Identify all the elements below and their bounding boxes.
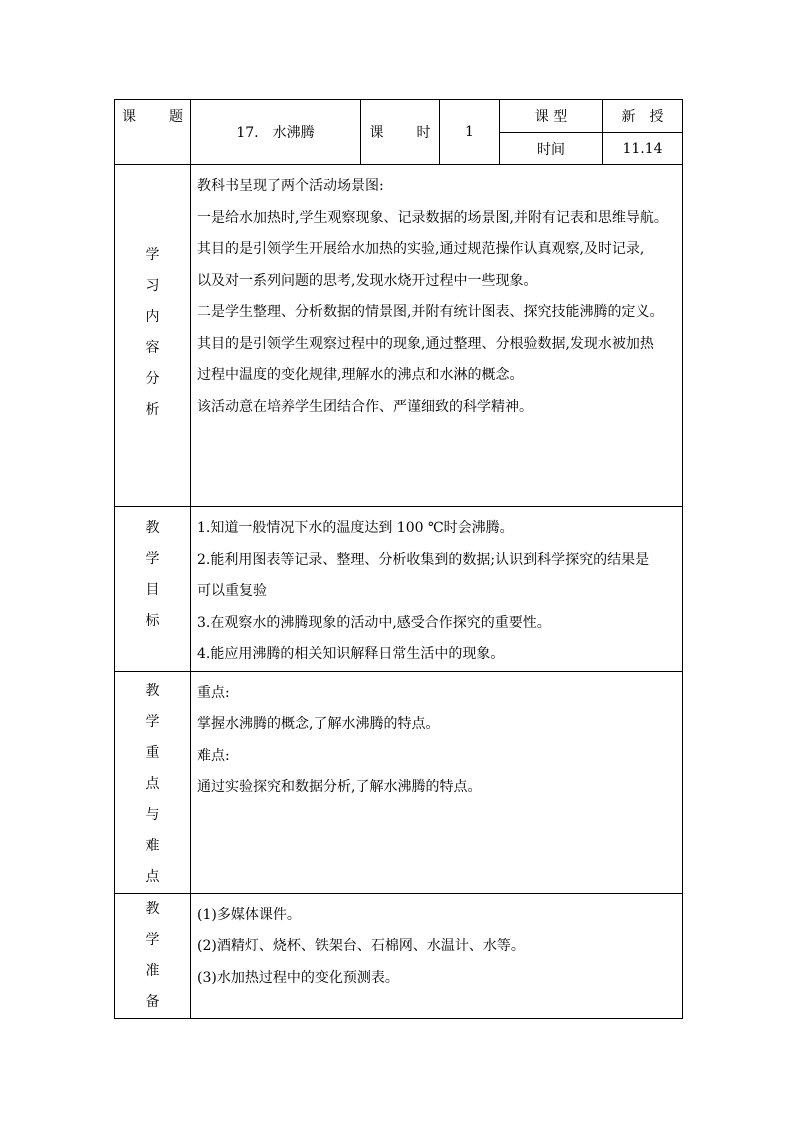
type-value: 新 授: [621, 109, 664, 125]
type-label-cell: [500, 100, 603, 133]
analysis-label-char: 分: [145, 371, 160, 387]
topic-label-cell: [115, 100, 191, 165]
keypoints-label-char: 难: [145, 837, 160, 854]
preparation-line: (1)多媒体课件。: [197, 906, 301, 923]
goals-line: 1.知道一般情况下水的温度达到 100 ℃时会沸腾。: [197, 520, 514, 536]
analysis-line: 一是给水加热时,学生观察现象、记录数据的场景图,并附有记表和思维导航。: [197, 209, 668, 226]
analysis-label-char: 容: [145, 340, 160, 356]
analysis-content-cell: [191, 165, 683, 507]
preparation-label-cell: [115, 893, 191, 1018]
preparation-line: (3)水加热过程中的变化预测表。: [197, 969, 399, 986]
analysis-line: 该活动意在培养学生团结合作、严谨细致的科学精神。: [197, 398, 533, 415]
analysis-label-cell: [115, 165, 191, 507]
goals-content-cell: [191, 507, 683, 672]
analysis-line: 过程中温度的变化规律,理解水的沸点和水淋的概念。: [197, 367, 524, 383]
period-value-cell: [440, 100, 500, 165]
keypoints-label-char: 点: [145, 775, 160, 792]
analysis-line: 其目的是引领学生观察过程中的现象,通过整理、分根验数据,发现水被加热: [197, 335, 654, 352]
keypoints-label-char: 与: [145, 806, 160, 823]
keypoints-label-char: 教: [145, 682, 160, 699]
goals-label-char: 标: [145, 613, 160, 629]
time-label-cell: [500, 133, 603, 165]
analysis-line: 其目的是引领学生开展给水加热的实验,通过规范操作认真观察,及时记录,: [197, 241, 645, 257]
topic-value-cell: [191, 100, 361, 165]
goals-label-cell: [115, 507, 191, 672]
keypoints-content-cell: [191, 671, 683, 893]
goals-line: 可以重复验: [197, 583, 267, 599]
analysis-line: 以及对一系列问题的思考,发现水烧开过程中一些现象。: [197, 272, 538, 289]
preparation-line: (2)酒精灯、烧杯、铁架台、石棉网、水温计、水等。: [197, 938, 525, 954]
type-value-cell: [603, 100, 683, 133]
time-value: 11.14: [622, 140, 663, 157]
goals-line: 4.能应用沸腾的相关知识解释日常生活中的现象。: [197, 646, 505, 662]
analysis-label-char: 学: [145, 247, 160, 263]
preparation-label-char: 教: [145, 900, 160, 917]
analysis-line: 教科书呈现了两个活动场景图:: [197, 178, 384, 194]
period-value: 1: [465, 124, 474, 140]
preparation-label-char: 备: [145, 993, 160, 1010]
preparation-content-cell: [191, 893, 683, 1018]
analysis-label-char: 习: [145, 278, 160, 294]
preparation-label-char: 准: [145, 962, 160, 979]
preparation-label-char: 学: [145, 931, 160, 948]
lesson-plan-sheet: [114, 99, 682, 1009]
type-label: 课 型: [534, 109, 568, 125]
topic-label-b: 题: [168, 109, 183, 125]
lesson-plan-table: [114, 99, 683, 1019]
period-label-a: 课: [369, 125, 384, 141]
analysis-line: 二是学生整理、分析数据的情景图,并附有统计图表、探究技能沸腾的定义。: [197, 304, 664, 320]
keypoints-label-cell: [115, 671, 191, 893]
goals-label-char: 目: [145, 582, 160, 598]
goals-label-char: 教: [145, 520, 160, 536]
goals-label-char: 学: [145, 551, 160, 567]
goals-line: 2.能利用图表等记录、整理、分析收集到的数据;认识到科学探究的结果是: [197, 551, 650, 568]
keypoints-line: 通过实验探究和数据分析,了解水沸腾的特点。: [197, 779, 482, 795]
keypoints-label-char: 重: [145, 744, 160, 761]
time-value-cell: [603, 133, 683, 165]
goals-line: 3.在观察水的沸腾现象的活动中,感受合作探究的重要性。: [197, 614, 551, 631]
analysis-label-char: 内: [145, 309, 160, 325]
topic-label-a: 课: [122, 109, 137, 125]
keypoints-line: 难点:: [197, 747, 230, 764]
keypoints-label-char: 点: [145, 868, 160, 885]
period-label-b: 时: [416, 125, 431, 141]
period-label-cell: [361, 100, 440, 165]
keypoints-line: 重点:: [197, 684, 230, 701]
topic-value: 17. 水沸腾: [236, 125, 315, 141]
keypoints-label-char: 学: [145, 713, 160, 730]
keypoints-line: 掌握水沸腾的概念,了解水沸腾的特点。: [197, 716, 440, 732]
time-label: 时间: [537, 141, 565, 158]
analysis-label-char: 析: [145, 402, 160, 418]
